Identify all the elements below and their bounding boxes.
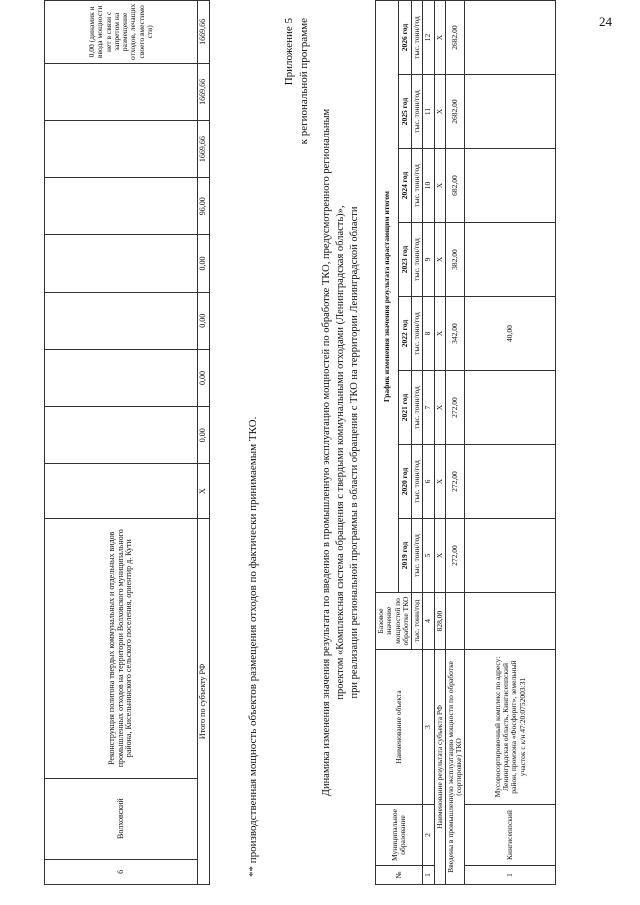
header-year: 2020 год (399, 445, 412, 519)
total-year: 0,00 (198, 349, 210, 406)
column-number: 10 (423, 149, 434, 223)
column-number: 8 (423, 297, 434, 371)
result-base: 828,00 (434, 593, 445, 650)
page-number: 24 (599, 14, 612, 29)
year-cell (45, 63, 198, 120)
object-number: 1 (465, 866, 556, 885)
header-unit: тыс. тонн/год (412, 75, 423, 149)
commissioned-year: 2682,00 (445, 1, 465, 75)
year-cell (45, 292, 198, 349)
commissioned-year: 272,00 (445, 519, 465, 593)
column-number: 6 (423, 445, 434, 519)
last-year-cell: 0,00 (динамик и ввода мощности нет в связи с запретом на размещение отходов, лечащих своего вместимо сти) (45, 1, 198, 64)
table-row (465, 1, 556, 885)
total-year: 0,00 (198, 235, 210, 292)
object-year (465, 223, 556, 297)
table-row (434, 1, 445, 885)
commissioned-year: 382,00 (445, 223, 465, 297)
result-year: X (434, 149, 445, 223)
year-cell (45, 235, 198, 292)
column-number: 9 (423, 223, 434, 297)
header-object: Наименование объекта (376, 650, 423, 805)
result-year: X (434, 371, 445, 445)
total-last: 1669,66 (198, 1, 210, 64)
header-unit: тыс. тонн/год (412, 297, 423, 371)
object-year (465, 1, 556, 75)
header-year: 2019 год (399, 519, 412, 593)
total-year: 0,00 (198, 292, 210, 349)
total-year: 1669,66 (198, 63, 210, 120)
column-numbers-row (423, 1, 434, 885)
object-cell: Реконструкция полигона твердых коммунальных и отдельных видов промышленных отходов на территории Волховского муниципального района, Кисельнинского сельского поселения, ориентир д. Кути (45, 518, 198, 778)
header-row (376, 1, 399, 885)
column-number: 12 (423, 1, 434, 75)
commissioned-year: 342,00 (445, 297, 465, 371)
header-year: 2024 год (399, 149, 412, 223)
commissioned-year: 2682,00 (445, 75, 465, 149)
commissioned-year: 272,00 (445, 371, 465, 445)
object-year (465, 149, 556, 223)
appendix-line: Приложение 5 (283, 18, 295, 86)
appendix-label (282, 18, 312, 144)
column-number: 4 (423, 593, 434, 650)
column-number: 7 (423, 371, 434, 445)
object-year (465, 445, 556, 519)
result-year: X (434, 1, 445, 75)
year-cell (45, 120, 198, 177)
header-schedule: График изменения значения результата нарастающим итогом (376, 1, 399, 593)
appendix-line: к региональной программе (297, 18, 310, 145)
header-base: Базовое значение мощностей по обработке ТКО (376, 593, 412, 650)
continued-table (44, 0, 210, 885)
table-row (45, 1, 198, 885)
header-unit: тыс. тонн/год (412, 149, 423, 223)
header-unit: тыс. тонн/год (412, 519, 423, 593)
result-year: X (434, 445, 445, 519)
result-year: X (434, 75, 445, 149)
total-year: 1669,66 (198, 120, 210, 177)
header-unit: тыс. тонн/год (412, 1, 423, 75)
column-number: 3 (423, 650, 434, 805)
header-municipality: Муниципальное образование (376, 805, 423, 866)
header-year: 2026 год (399, 1, 412, 75)
object-year (465, 75, 556, 149)
heading-line: при реализации региональной программы в области обращения с ТКО на территории Ленинградской области (349, 206, 361, 699)
municipality-cell: Волховский (45, 778, 198, 859)
year-cell (45, 178, 198, 235)
commissioned-base (445, 593, 465, 650)
header-unit: тыс. тонн/год (412, 371, 423, 445)
base-cell (45, 464, 198, 519)
results-table (375, 0, 556, 885)
heading-line: Динамика изменения значения результата по введению в промышленную эксплуатацию мощностей по обработке ТКО, предусмотренного региональным (321, 108, 332, 797)
header-year: 2023 год (399, 223, 412, 297)
total-year: 0,00 (198, 407, 210, 464)
commissioned-year: 272,00 (445, 445, 465, 519)
object-base (465, 593, 556, 650)
total-year: 96,00 (198, 178, 210, 235)
header-year: 2022 год (399, 297, 412, 371)
object-name: Мусоросортировочный комплекс по адресу: Ленинградская область, Кингисеппский район, промзона «Фосфорит», земельный участок с к/н 47:20:0752003:31 (465, 650, 556, 805)
column-number: 11 (423, 75, 434, 149)
result-year: X (434, 223, 445, 297)
total-label: Итого по субъекту РФ (198, 518, 210, 884)
year-cell (45, 407, 198, 464)
commissioned-label: Введены в промышленную эксплуатацию мощности по обработке (сортировке) ТКО (445, 650, 465, 885)
column-number: 1 (423, 866, 434, 885)
header-unit: тыс. тонн/год (412, 445, 423, 519)
heading-line: проектом «Комплексная система обращения с твердыми коммунальными отходами (Ленинградская область)», (335, 205, 347, 700)
header-year: 2025 год (399, 75, 412, 149)
column-number: 2 (423, 805, 434, 866)
header-unit: тыс. тонн/год (412, 223, 423, 297)
column-number: 5 (423, 519, 434, 593)
result-year: X (434, 519, 445, 593)
row-number: 6 (45, 859, 198, 884)
result-year: X (434, 297, 445, 371)
object-year: 40,00 (465, 297, 556, 371)
commissioned-year: 682,00 (445, 149, 465, 223)
total-base: X (198, 464, 210, 519)
section-heading (320, 0, 363, 905)
object-year (465, 519, 556, 593)
total-row (198, 1, 210, 885)
object-year (465, 371, 556, 445)
table-row (445, 1, 465, 885)
result-label: Наименование результата субъекта РФ (434, 650, 445, 885)
year-cell (45, 349, 198, 406)
header-no: № (376, 866, 423, 885)
footnote: ** производственная мощность объектов размещения отходов по фактически принимаемым ТКО. (247, 416, 259, 877)
object-municipality: Кингисеппский (465, 805, 556, 866)
header-unit: тыс. тонн/год (412, 593, 423, 650)
header-year: 2021 год (399, 371, 412, 445)
